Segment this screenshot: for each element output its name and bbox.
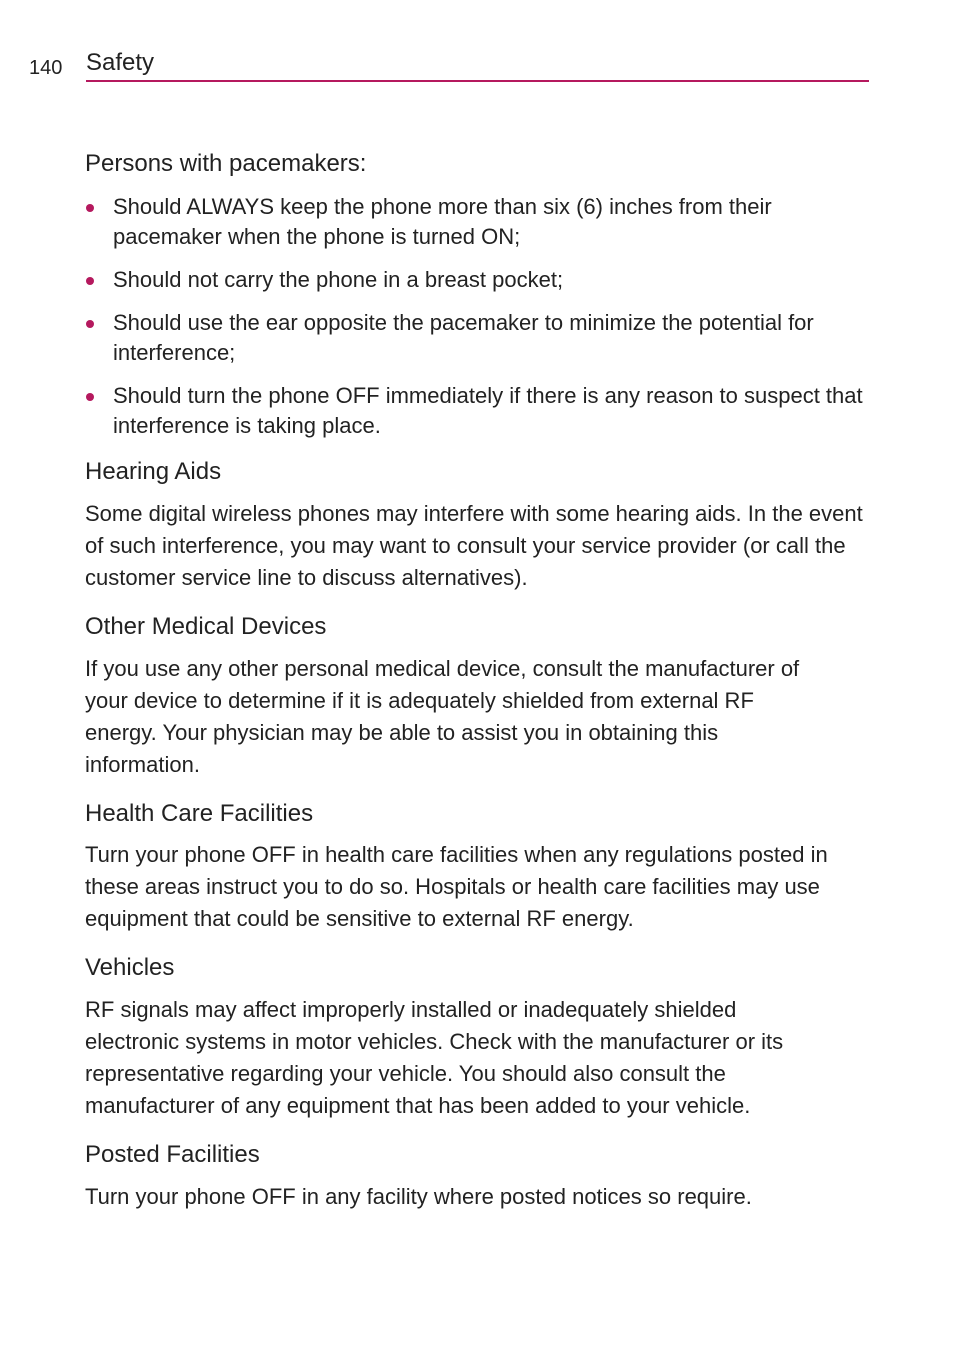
hearing-aids-body: Some digital wireless phones may interfere with some hearing aids. In the event of such interference, you may want to consult your service provider (or call the customer service line to discuss alternatives). xyxy=(85,501,863,590)
list-item xyxy=(85,308,875,368)
list-item-text: Should turn the phone OFF immediately if there is any reason to suspect that interference is taking place. xyxy=(113,383,863,438)
health-care-facilities-heading: Health Care Facilities xyxy=(85,800,314,827)
other-medical-devices-body: If you use any other personal medical device, consult the manufacturer of your device to determine if it is adequately shielded from external RF energy. Your physician may be able to assist you in obtaining this information. xyxy=(85,656,800,777)
bullet-dot-icon xyxy=(86,277,94,285)
posted-facilities-heading: Posted Facilities xyxy=(85,1141,260,1168)
list-item xyxy=(85,265,875,295)
header-rule xyxy=(86,80,869,82)
vehicles-body: RF signals may affect improperly installed or inadequately shielded electronic systems in motor vehicles. Check with the manufacturer or its representative regarding your vehicle. You should also consult the manufacturer of any equipment that has been added to your vehicle. xyxy=(85,997,784,1118)
page-number: 140 xyxy=(29,57,63,79)
pacemakers-list xyxy=(85,192,875,441)
other-medical-devices-heading: Other Medical Devices xyxy=(85,613,327,640)
pacemakers-heading: Persons with pacemakers: xyxy=(85,150,367,177)
list-item-text: Should ALWAYS keep the phone more than six (6) inches from their pacemaker when the phone is turned ON; xyxy=(113,194,772,249)
posted-facilities-body: Turn your phone OFF in any facility where posted notices so require. xyxy=(85,1184,752,1209)
section-title: Safety xyxy=(86,49,155,76)
bullet-dot-icon xyxy=(86,393,94,401)
list-item-text: Should not carry the phone in a breast pocket; xyxy=(113,267,564,292)
health-care-facilities-body: Turn your phone OFF in health care facilities when any regulations posted in these areas instruct you to do so. Hospitals or health care facilities may use equipment that could be sensitive to external RF energy. xyxy=(85,842,828,931)
list-item xyxy=(85,381,875,441)
list-item-text: Should use the ear opposite the pacemaker to minimize the potential for interference; xyxy=(113,310,814,365)
page-content xyxy=(85,148,875,1213)
vehicles-heading: Vehicles xyxy=(85,954,175,981)
hearing-aids-heading: Hearing Aids xyxy=(85,458,222,485)
bullet-dot-icon xyxy=(86,320,94,328)
list-item xyxy=(85,192,875,252)
bullet-dot-icon xyxy=(86,204,94,212)
